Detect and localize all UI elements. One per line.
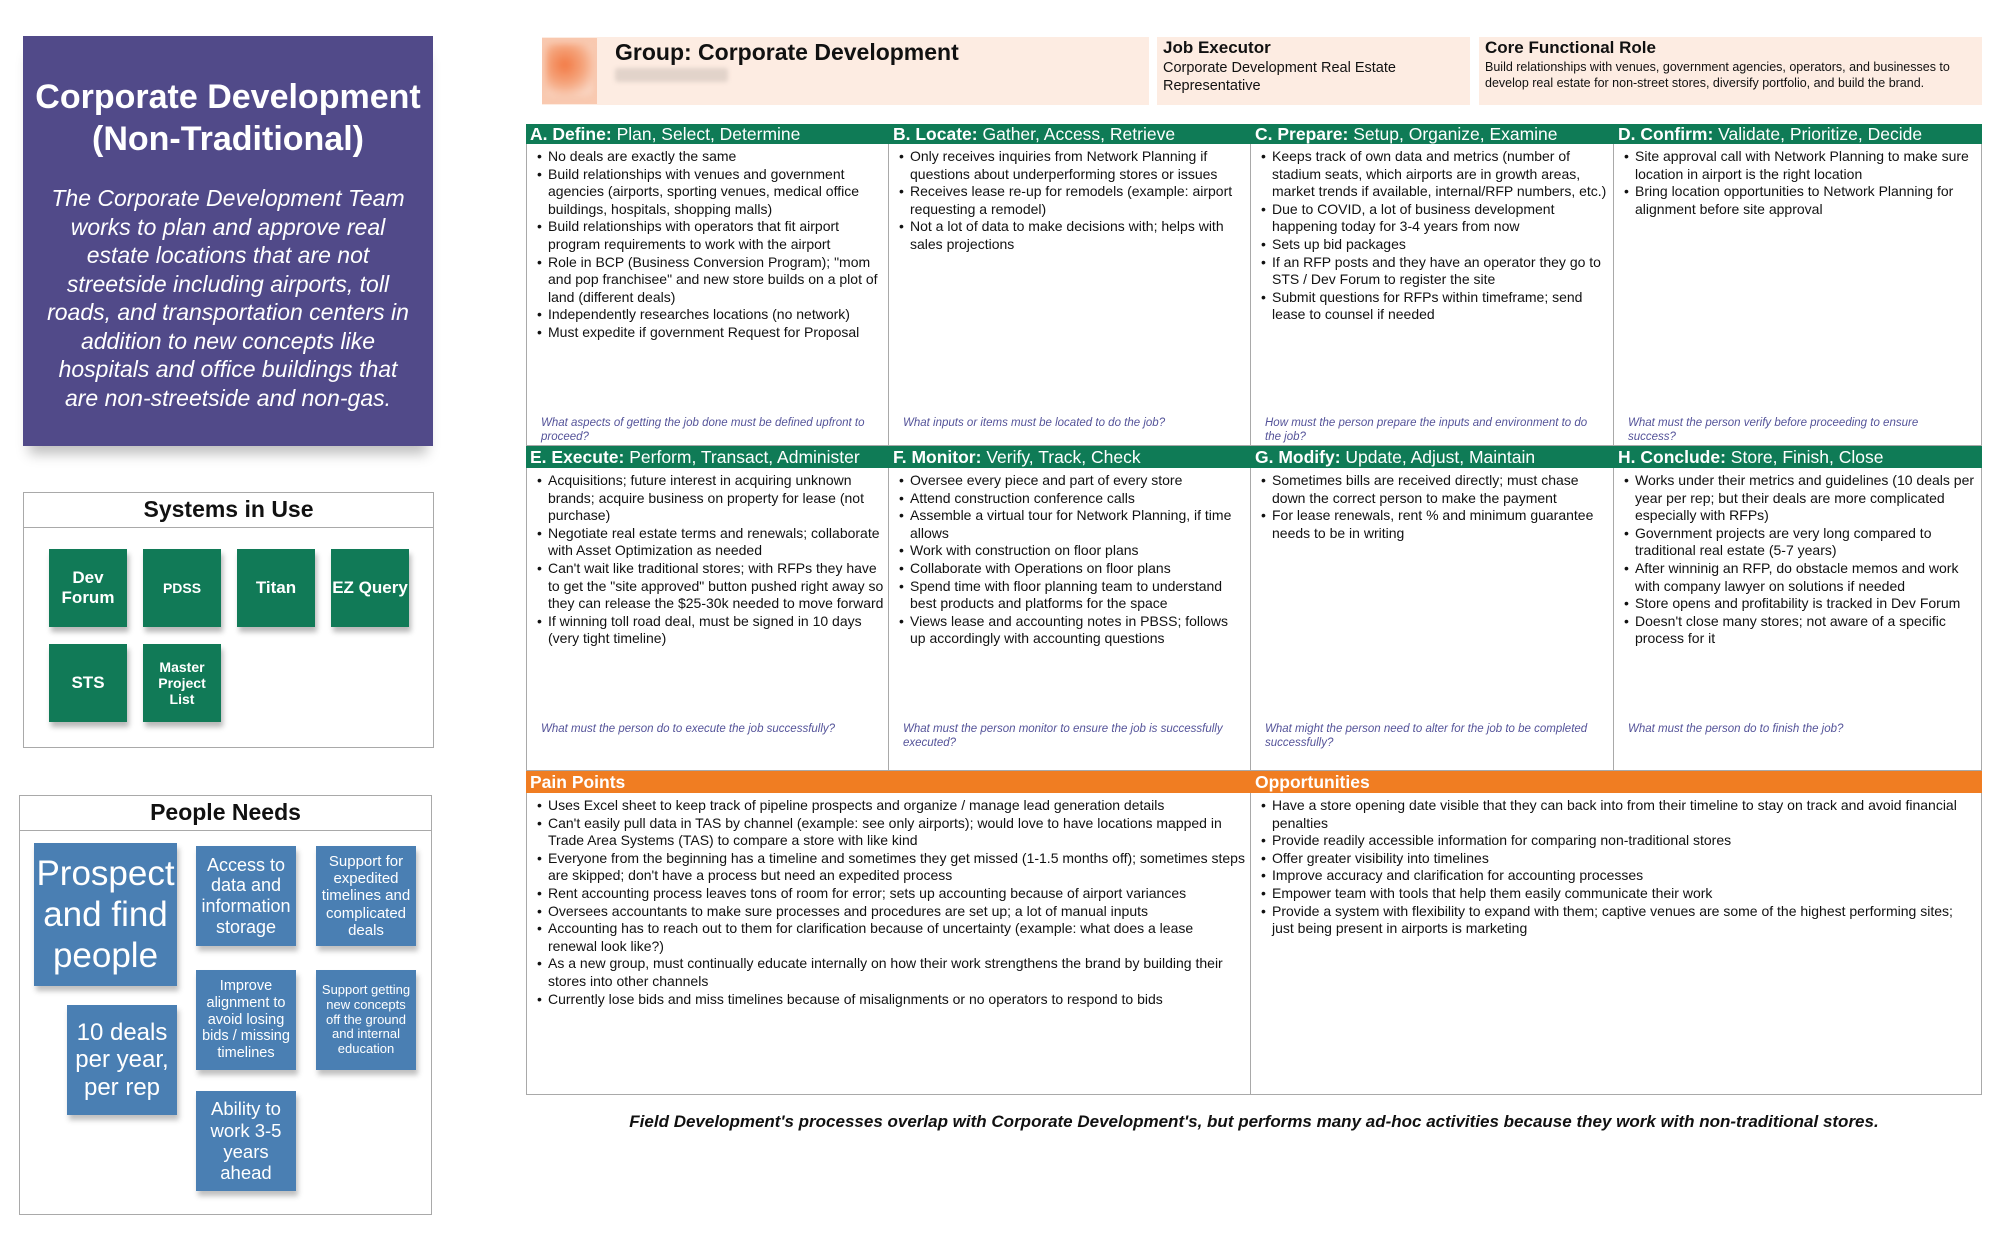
core-role-box (1479, 37, 1982, 105)
list-item: • Acquisitions; future interest in acquiring unknown brands; acquire business on property for lease (not purchase) (548, 472, 884, 525)
list-item: • Have a store opening date visible that they can back into from their timeline to stay on track and avoid financial penalties (1272, 797, 1977, 832)
core-role-value: Build relationships with venues, government agencies, operators, and businesses to develop real estate for non-street stores, diversify portfolio, and build the brand. (1485, 60, 1950, 90)
section-define-header (526, 124, 889, 144)
list-item: • Keeps track of own data and metrics (number of stadium seats, which airports are in growth areas, market trends if available, internal/RFP numbers, etc.) (1272, 148, 1609, 201)
list-item: • Can't easily pull data in TAS by channel (example: see only airports); would love to have locations mapped in Trade Area Systems (TAS) to compare a store with like kind (548, 815, 1246, 850)
section-conclude-list (1618, 472, 1977, 648)
list-item: • Work with construction on floor plans (910, 542, 1246, 560)
section-prepare-header (1251, 124, 1614, 144)
persona-description: The Corporate Development Team works to plan and approve real estate locations that are not streetside including airports, toll roads, and transportation centers in addition to new concepts like hospitals and office buildings that are non-streetside and non-gas. (47, 185, 409, 411)
opportunities-section (1251, 771, 1982, 1095)
section-locate-header (889, 124, 1251, 144)
list-item: • Receives lease re-up for remodels (example: airport requesting a remodel) (910, 183, 1246, 218)
job-executor-label: Job Executor (1163, 38, 1271, 57)
section-execute-subtitle: Perform, Transact, Administer (629, 447, 860, 467)
systems-title: Systems in Use (24, 493, 433, 528)
list-item: • Site approval call with Network Planning to make sure location in airport is the right location (1635, 148, 1977, 183)
section-monitor-subtitle: Verify, Track, Check (986, 447, 1141, 467)
persona-title-card (23, 36, 433, 446)
list-item: • Provide a system with flexibility to expand with them; captive venues are some of the highest performing sites; just being present in airports is marketing (1272, 903, 1977, 938)
section-conclude (1614, 446, 1982, 771)
section-confirm-list (1618, 148, 1977, 218)
section-monitor-header (889, 446, 1251, 468)
list-item: • Oversees accountants to make sure processes and procedures are set up; a lot of manual inputs (548, 903, 1246, 921)
list-item: • As a new group, must continually educate internally on how their work strengthens the brand by building their stores into other channels (548, 955, 1246, 990)
persona-title-line1: Corporate Development (35, 78, 421, 116)
list-item: • Accounting has to reach out to them for clarification because of uncertainty (example: what does a lease renewal look like?) (548, 920, 1246, 955)
pain-points-section (526, 771, 1251, 1095)
section-confirm-title: D. Confirm: (1618, 124, 1714, 144)
person-photo-icon (546, 44, 593, 96)
list-item: • Views lease and accounting notes in PBSS; follows up accordingly with accounting questions (910, 613, 1246, 648)
list-item: • Submit questions for RFPs within timeframe; send lease to counsel if needed (1272, 289, 1609, 324)
section-confirm-hint: What must the person verify before proceeding to ensure success? (1628, 417, 1919, 443)
list-item: • Build relationships with venues and government agencies (airports, sporting venues, medical office buildings, hospitals, shopping malls) (548, 166, 884, 219)
opportunities-body (1251, 793, 1982, 1095)
list-item: • Works under their metrics and guidelines (10 deals per year per rep; but their deals are more complicated especially with RFPs) (1635, 472, 1977, 525)
list-item: • Offer greater visibility into timelines (1272, 850, 1977, 868)
blurred-name-placeholder (615, 68, 728, 82)
opportunities-list (1255, 797, 1977, 938)
section-prepare (1251, 124, 1614, 446)
list-item: • Role in BCP (Business Conversion Program); "mom and pop franchisee" and new store builds on a plot of land (different deals) (548, 254, 884, 307)
system-titan[interactable]: Titan (237, 549, 315, 627)
section-monitor-hint: What must the person monitor to ensure the job is successfully executed? (903, 723, 1223, 749)
section-conclude-body (1614, 468, 1982, 771)
section-modify-subtitle: Update, Adjust, Maintain (1345, 447, 1536, 467)
core-role-label: Core Functional Role (1485, 38, 1656, 57)
people-need-note: Access to data and information storage (196, 846, 296, 946)
opportunities-title: Opportunities (1251, 771, 1982, 793)
list-item: • Build relationships with operators that fit airport program requirements to work with the airport (548, 218, 884, 253)
list-item: • Store opens and profitability is tracked in Dev Forum (1635, 595, 1977, 613)
section-prepare-hint: How must the person prepare the inputs and environment to do the job? (1265, 417, 1588, 443)
avatar (542, 38, 597, 104)
section-execute-header (526, 446, 889, 468)
section-locate-title: B. Locate: (893, 124, 978, 144)
section-prepare-title: C. Prepare: (1255, 124, 1349, 144)
list-item: • Government projects are very long compared to traditional real estate (5-7 years) (1635, 525, 1977, 560)
section-conclude-subtitle: Store, Finish, Close (1730, 447, 1884, 467)
section-locate (889, 124, 1251, 446)
section-monitor-title: F. Monitor: (893, 447, 982, 467)
list-item: • Currently lose bids and miss timelines because of misalignments or no operators to respond to bids (548, 991, 1246, 1009)
section-prepare-subtitle: Setup, Organize, Examine (1353, 124, 1558, 144)
persona-title-line2: (Non-Traditional) (92, 120, 364, 158)
people-need-note: Support for expedited timelines and complicated deals (316, 846, 416, 946)
section-confirm-header (1614, 124, 1982, 144)
section-locate-hint: What inputs or items must be located to do the job? (903, 417, 1166, 429)
section-execute (526, 446, 889, 771)
section-confirm (1614, 124, 1982, 446)
group-header (542, 37, 1149, 105)
job-executor-value: Corporate Development Real Estate Representative (1163, 60, 1396, 94)
section-modify-body (1251, 468, 1614, 771)
list-item: • Uses Excel sheet to keep track of pipeline prospects and organize / manage lead generation details (548, 797, 1246, 815)
list-item: • No deals are exactly the same (548, 148, 884, 166)
section-conclude-title: H. Conclude: (1618, 447, 1726, 467)
system-pdss[interactable]: PDSS (143, 549, 221, 627)
section-prepare-body (1251, 144, 1614, 446)
job-executor-box (1157, 37, 1470, 105)
list-item: • Doesn't close many stores; not aware of a specific process for it (1635, 613, 1977, 648)
section-locate-body (889, 144, 1251, 446)
section-confirm-body (1614, 144, 1982, 446)
people-need-note: Support getting new concepts off the ground and internal education (316, 970, 416, 1070)
persona-title (23, 76, 433, 160)
list-item: • Must expedite if government Request for Proposal (548, 324, 884, 342)
list-item: • Oversee every piece and part of every store (910, 472, 1246, 490)
section-define-body (526, 144, 889, 446)
section-execute-body (526, 468, 889, 771)
section-modify-header (1251, 446, 1614, 468)
list-item: • Sets up bid packages (1272, 236, 1609, 254)
list-item: • Bring location opportunities to Network Planning for alignment before site approval (1635, 183, 1977, 218)
list-item: • Attend construction conference calls (910, 490, 1246, 508)
section-monitor-body (889, 468, 1251, 771)
section-define-subtitle: Plan, Select, Determine (616, 124, 801, 144)
list-item: • Sometimes bills are received directly; must chase down the correct person to make the payment (1272, 472, 1609, 507)
list-item: • Not a lot of data to make decisions with; helps with sales projections (910, 218, 1246, 253)
section-prepare-list (1255, 148, 1609, 324)
list-item: • Can't wait like traditional stores; with RFPs they have to get the "site approved" button pushed right away so they can release the $25-30k needed to move forward (548, 560, 884, 613)
pain-points-list (531, 797, 1246, 1008)
footer-note: Field Development's processes overlap with Corporate Development's, but performs many ad-hoc activities because they work with non-traditional stores. (629, 1112, 1879, 1131)
section-execute-hint: What must the person do to execute the job successfully? (541, 723, 836, 735)
list-item: • Empower team with tools that help them easily communicate their work (1272, 885, 1977, 903)
list-item: • Improve accuracy and clarification for accounting processes (1272, 867, 1977, 885)
section-modify (1251, 446, 1614, 771)
people-needs-title: People Needs (20, 796, 431, 831)
list-item: • Independently researches locations (no network) (548, 306, 884, 324)
people-need-note: 10 deals per year, per rep (67, 1005, 177, 1115)
section-monitor-list (893, 472, 1246, 648)
section-locate-subtitle: Gather, Access, Retrieve (982, 124, 1176, 144)
group-title: Group: Corporate Development (615, 39, 959, 65)
section-define-title: A. Define: (530, 124, 612, 144)
section-modify-title: G. Modify: (1255, 447, 1341, 467)
section-execute-list (531, 472, 884, 648)
list-item: • Assemble a virtual tour for Network Planning, if time allows (910, 507, 1246, 542)
pain-points-title: Pain Points (526, 771, 1251, 793)
section-monitor (889, 446, 1251, 771)
section-modify-hint: What might the person need to alter for the job to be completed successfully? (1265, 723, 1588, 749)
list-item: • Only receives inquiries from Network Planning if questions about underperforming stores or issues (910, 148, 1246, 183)
section-conclude-header (1614, 446, 1982, 468)
list-item: • After winninig an RFP, do obstacle memos and work with company lawyer on solutions if needed (1635, 560, 1977, 595)
system-dev-forum[interactable]: Dev Forum (49, 549, 127, 627)
list-item: • For lease renewals, rent % and minimum guarantee needs to be in writing (1272, 507, 1609, 542)
list-item: • Provide readily accessible information for comparing non-traditional stores (1272, 832, 1977, 850)
pain-points-body (526, 793, 1251, 1095)
list-item: • If winning toll road deal, must be signed in 10 days (very tight timeline) (548, 613, 884, 648)
people-need-note: Ability to work 3-5 years ahead (196, 1091, 296, 1191)
list-item: • Everyone from the beginning has a timeline and sometimes they get missed (1-1.5 months off); sometimes steps are skipped; don't have a process but need an expedited process (548, 850, 1246, 885)
system-ez-query[interactable]: EZ Query (331, 549, 409, 627)
list-item: • Due to COVID, a lot of business development happening today for 3-4 years from now (1272, 201, 1609, 236)
list-item: • Rent accounting process leaves tons of room for error; sets up accounting because of airport variances (548, 885, 1246, 903)
section-conclude-hint: What must the person do to finish the job? (1628, 723, 1844, 735)
list-item: • Collaborate with Operations on floor plans (910, 560, 1246, 578)
people-need-note: Improve alignment to avoid losing bids / missing timelines (196, 970, 296, 1070)
section-define-list (531, 148, 884, 342)
people-need-note: Prospect and find people (34, 843, 177, 986)
section-define (526, 124, 889, 446)
section-confirm-subtitle: Validate, Prioritize, Decide (1718, 124, 1923, 144)
list-item: • If an RFP posts and they have an operator they go to STS / Dev Forum to register the site (1272, 254, 1609, 289)
system-sts[interactable]: STS (49, 644, 127, 722)
list-item: • Negotiate real estate terms and renewals; collaborate with Asset Optimization as needed (548, 525, 884, 560)
section-define-hint: What aspects of getting the job done must be defined upfront to proceed? (541, 417, 865, 443)
list-item: • Spend time with floor planning team to understand best products and platforms for the space (910, 578, 1246, 613)
section-modify-list (1255, 472, 1609, 542)
section-execute-title: E. Execute: (530, 447, 625, 467)
system-master-project-list[interactable]: Master Project List (143, 644, 221, 722)
section-locate-list (893, 148, 1246, 254)
